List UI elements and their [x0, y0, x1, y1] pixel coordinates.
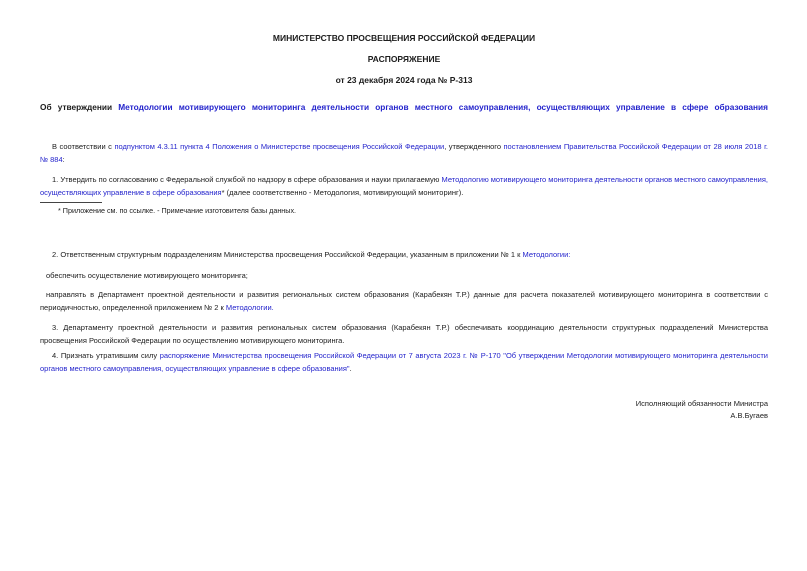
signer-position: Исполняющий обязанности Министра [635, 399, 768, 408]
intro-text-3: : [62, 155, 65, 164]
methodology-link-p2b[interactable]: Методологии. [225, 303, 274, 312]
paragraph-2 [40, 248, 768, 261]
paragraph-3: 3. Департаменту проектной деятельности и развития региональных систем образования (Карабекян Т.Р.) обеспечивать координацию деятельности структурных подразделений Министерства просвещения Российской Федерации по осуществлению мотивирующего мониторинга. [40, 323, 768, 345]
p4-text-2: . [349, 364, 352, 373]
document-date-number: от 23 декабря 2024 года № Р-313 [335, 75, 473, 85]
document-title [40, 102, 768, 113]
government-resolution-link[interactable]: постановлением Правительства Российской Федерации от 28 июля 2018 г. № 884 [40, 142, 769, 164]
title-prefix: Об утверждении [40, 102, 119, 112]
signer-name: А.В.Бугаев [730, 411, 768, 420]
paragraph-2b [40, 288, 768, 314]
methodology-link-p2[interactable]: Методологии: [522, 250, 571, 259]
paragraph-intro [40, 140, 768, 166]
paragraph-2a: обеспечить осуществление мотивирующего мониторинга; [46, 271, 248, 280]
p2b-text-1: направлять в Департамент проектной деятельности и развития региональных систем образования (Карабекян Т.Р.) данные для расчета показателей мотивирующего мониторинга в соответствии с периодичностью, определенной приложением № 2 к [40, 290, 768, 312]
repealed-order-link[interactable]: распоряжение Министерства просвещения Российской Федерации от 7 августа 2023 г. № Р-170 "Об утверждении Методологии мотивирующего мониторинга деятельности органов местного самоуправления, осуществляющих управление в сфере образования" [40, 351, 768, 373]
intro-text-2: , утвержденного [444, 142, 504, 151]
intro-text-1: В соответствии с [52, 142, 115, 151]
paragraph-1 [40, 173, 768, 199]
footnote-divider [40, 202, 102, 203]
p2-text-1: 2. Ответственным структурным подразделениям Министерства просвещения Российской Федерации, указанным в приложении № 1 к [52, 250, 523, 259]
ministry-name: МИНИСТЕРСТВО ПРОСВЕЩЕНИЯ РОССИЙСКОЙ ФЕДЕРАЦИИ [272, 33, 536, 43]
title-methodology-link[interactable]: Методологии мотивирующего мониторинга деятельности органов местного самоуправления, осуществляющих управление в сфере образования [118, 102, 769, 112]
signature-block [40, 398, 768, 422]
paragraph-4 [40, 349, 768, 375]
p1-text-2: * (далее соответственно - Методология, мотивирующий мониторинг). [221, 188, 464, 197]
methodology-link-p1[interactable]: Методологию мотивирующего мониторинга деятельности органов местного самоуправления, осуществляющих управление в сфере образования [40, 175, 769, 197]
provision-link[interactable]: подпунктом 4.3.11 пункта 4 Положения о Министерстве просвещения Российской Федерации [114, 142, 445, 151]
document-type: РАСПОРЯЖЕНИЕ [367, 54, 441, 64]
p1-text-1: 1. Утвердить по согласованию с Федеральной службой по надзору в сфере образования и науки прилагаемую [52, 175, 442, 184]
footnote-text: * Приложение см. по ссылке. - Примечание изготовителя базы данных. [58, 206, 297, 215]
p4-text-1: 4. Признать утратившим силу [52, 351, 160, 360]
